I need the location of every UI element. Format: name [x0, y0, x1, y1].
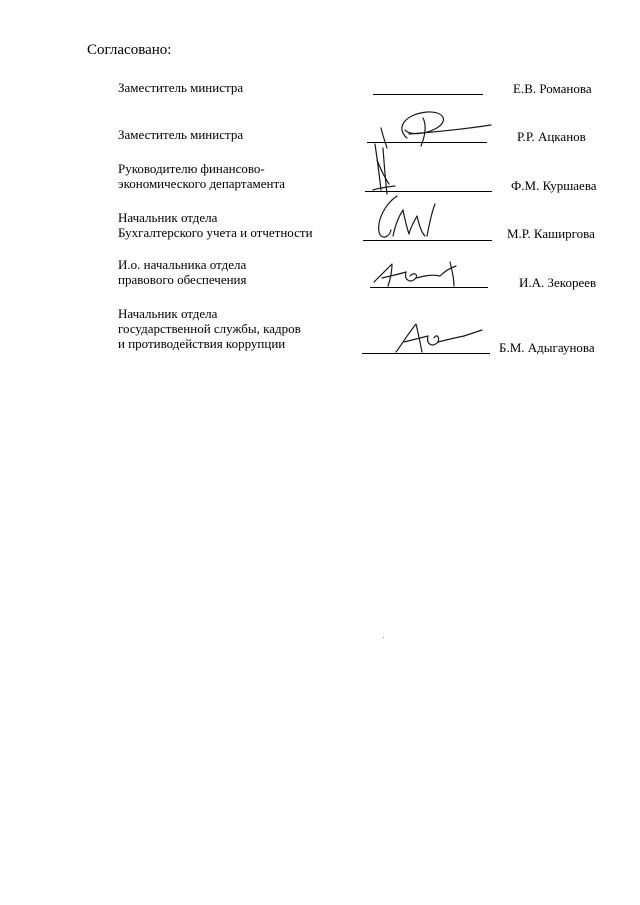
signatory-name-5: И.А. Зекореев	[519, 275, 597, 290]
position-line: и противодействия коррупции	[118, 336, 286, 351]
position-line: правового обеспечения	[118, 272, 247, 287]
signatory-name-4: М.Р. Каширгова	[507, 226, 595, 241]
position-line: государственной службы, кадров	[118, 321, 301, 336]
signature-5	[370, 258, 470, 292]
signatory-position-6	[118, 306, 301, 351]
signature-4	[365, 192, 445, 247]
approval-heading: Согласовано:	[87, 42, 172, 58]
signatory-position-2	[118, 127, 243, 142]
scan-speck	[383, 637, 384, 638]
signatory-position-4	[118, 210, 313, 240]
position-line: Начальник отдела	[118, 306, 218, 321]
position-line: Бухгалтерского учета и отчетности	[118, 225, 313, 240]
position-line: Руководителю финансово-	[118, 161, 265, 176]
signatory-position-5	[118, 257, 247, 287]
signatory-name-6: Б.М. Адыгаунова	[499, 340, 595, 355]
signature-line-1	[373, 94, 483, 95]
signatory-name-1: Е.В. Романова	[513, 81, 592, 96]
signature-6	[390, 318, 485, 358]
signatory-name-2: Р.Р. Ацканов	[517, 129, 586, 144]
position-line: экономического департамента	[118, 176, 286, 191]
position-line: И.о. начальника отдела	[118, 257, 247, 272]
signatory-position-1	[118, 80, 243, 95]
signatory-position-3	[118, 161, 285, 191]
position-line: Заместитель министра	[118, 127, 244, 142]
position-line: Заместитель министра	[118, 80, 244, 95]
signature-3	[365, 140, 405, 200]
signatory-name-3: Ф.М. Куршаева	[511, 178, 597, 193]
position-line: Начальник отдела	[118, 210, 218, 225]
